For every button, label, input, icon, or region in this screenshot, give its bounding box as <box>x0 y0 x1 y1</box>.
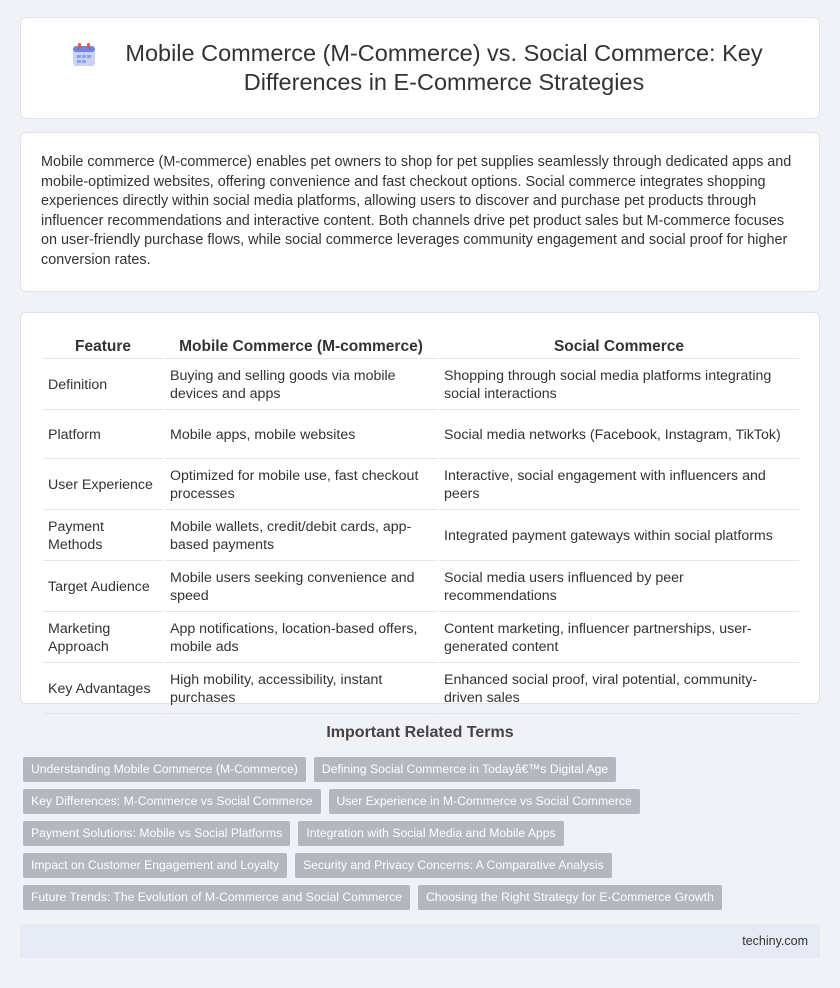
related-term-link[interactable]: User Experience in M-Commerce vs Social Commerce <box>329 789 640 814</box>
row-social-value: Content marketing, influencer partnerships, user-generated content <box>439 614 799 663</box>
row-mcommerce-value: Optimized for mobile use, fast checkout processes <box>165 461 437 510</box>
table-row <box>43 614 799 663</box>
related-term-link[interactable]: Integration with Social Media and Mobile Apps <box>298 821 563 846</box>
related-term-link[interactable]: Defining Social Commerce in Todayâ€™s Digital Age <box>314 757 616 782</box>
row-mcommerce-value: Buying and selling goods via mobile devices and apps <box>165 361 437 410</box>
row-social-value: Integrated payment gateways within social platforms <box>439 512 799 561</box>
page-title: Mobile Commerce (M-Commerce) vs. Social Commerce: Key Differences in E-Commerce Strategies <box>125 40 763 95</box>
row-feature: Payment Methods <box>43 512 163 561</box>
comparison-table <box>41 333 801 716</box>
row-feature: User Experience <box>43 461 163 510</box>
header-card <box>20 17 820 119</box>
related-term-link[interactable]: Future Trends: The Evolution of M-Commerce and Social Commerce <box>23 885 410 910</box>
row-feature: Definition <box>43 361 163 410</box>
related-term-link[interactable]: Payment Solutions: Mobile vs Social Platforms <box>23 821 290 846</box>
header-mcommerce: Mobile Commerce (M-commerce) <box>165 335 437 359</box>
comparison-table-card <box>20 312 820 704</box>
row-feature: Key Advantages <box>43 665 163 714</box>
row-mcommerce-value: High mobility, accessibility, instant purchases <box>165 665 437 714</box>
row-feature: Platform <box>43 412 163 459</box>
related-term-link[interactable]: Key Differences: M-Commerce vs Social Commerce <box>23 789 321 814</box>
row-feature: Marketing Approach <box>43 614 163 663</box>
header-feature: Feature <box>43 335 163 359</box>
table-row <box>43 461 799 510</box>
table-row <box>43 361 799 410</box>
related-term-link[interactable]: Impact on Customer Engagement and Loyalty <box>23 853 287 878</box>
related-term-link[interactable]: Choosing the Right Strategy for E-Commerce Growth <box>418 885 722 910</box>
intro-paragraph: Mobile commerce (M-commerce) enables pet owners to shop for pet supplies seamlessly through dedicated apps and mobile-optimized websites, offering convenience and fast checkout options. Social commerce integrates shopping experiences directly within social media platforms, allowing users to discover and purchase pet products through influencer recommendations and interactive content. Both channels drive pet product sales but M-commerce focuses on user-friendly purchase flows, while social commerce leverages community engagement and social proof for higher conversion rates. <box>41 154 792 268</box>
row-mcommerce-value: Mobile users seeking convenience and speed <box>165 563 437 612</box>
row-mcommerce-value: Mobile apps, mobile websites <box>165 412 437 459</box>
table-header-row <box>43 335 799 359</box>
table-row <box>43 512 799 561</box>
header-social-commerce: Social Commerce <box>439 335 799 359</box>
calendar-icon <box>71 42 97 68</box>
related-terms-title: Important Related Terms <box>326 724 514 741</box>
table-row <box>43 412 799 459</box>
related-terms-list <box>23 757 823 917</box>
row-social-value: Enhanced social proof, viral potential, community-driven sales <box>439 665 799 714</box>
related-term-link[interactable]: Understanding Mobile Commerce (M-Commerce) <box>23 757 306 782</box>
footer <box>20 924 820 958</box>
table-row <box>43 563 799 612</box>
row-feature: Target Audience <box>43 563 163 612</box>
row-mcommerce-value: App notifications, location-based offers, mobile ads <box>165 614 437 663</box>
row-mcommerce-value: Mobile wallets, credit/debit cards, app-based payments <box>165 512 437 561</box>
row-social-value: Social media networks (Facebook, Instagram, TikTok) <box>439 412 799 459</box>
related-term-link[interactable]: Security and Privacy Concerns: A Comparative Analysis <box>295 853 612 878</box>
row-social-value: Interactive, social engagement with influencers and peers <box>439 461 799 510</box>
table-row <box>43 665 799 714</box>
intro-card <box>20 132 820 292</box>
footer-site-link[interactable]: techiny.com <box>742 934 808 948</box>
row-social-value: Social media users influenced by peer recommendations <box>439 563 799 612</box>
row-social-value: Shopping through social media platforms integrating social interactions <box>439 361 799 410</box>
